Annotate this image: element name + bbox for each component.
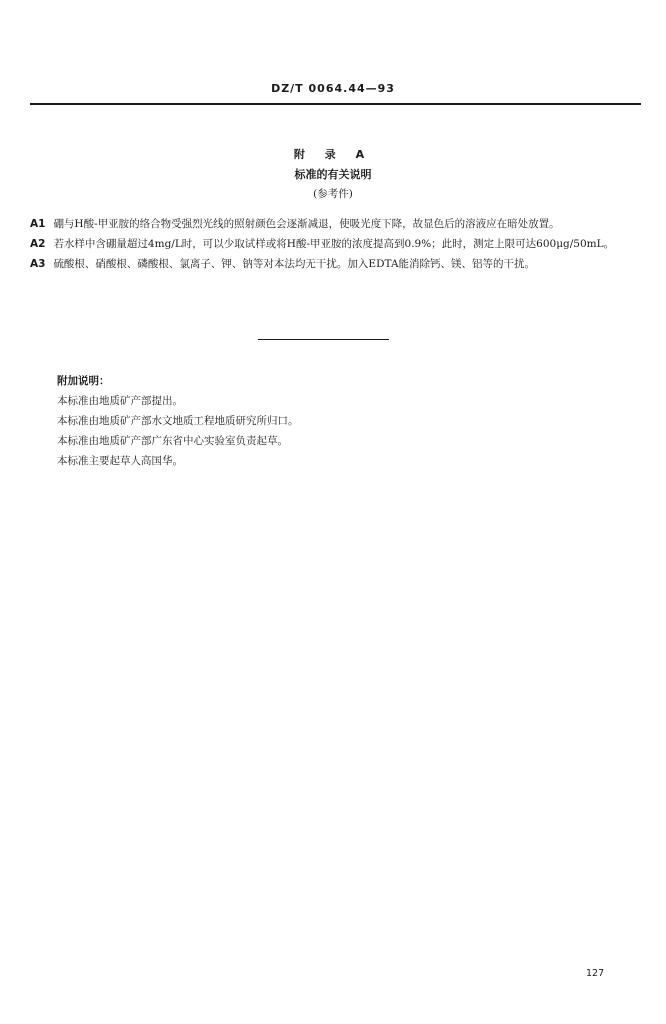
clause-text: 若水样中含硼量超过4mg/L时，可以少取试样或将H酸-甲亚胺的浓度提高到0.9%；此时，测定上限可达600μg/50mL。	[53, 238, 615, 250]
additional-notes	[57, 371, 617, 471]
clause-number: A1	[30, 218, 46, 230]
clause-text: 硼与H酸-甲亚胺的络合物受强烈光线的照射颜色会逐渐减退，使吸光度下降，故显色后的溶液应在暗处放置。	[53, 218, 560, 230]
appendix-title: 附 录 A	[293, 148, 373, 161]
page-number: 127	[586, 968, 605, 979]
additional-note-line: 本标准由地质矿产部提出。	[57, 395, 183, 407]
clause-a3	[30, 254, 616, 274]
clause-number: A3	[30, 258, 46, 270]
additional-note-line: 本标准主要起草人高国华。	[57, 455, 183, 467]
header-rule	[30, 103, 641, 105]
appendix-note: (参考件)	[313, 188, 353, 200]
appendix-subtitle: 标准的有关说明	[294, 168, 372, 181]
clause-a2	[30, 234, 616, 254]
section-divider	[258, 339, 389, 340]
clause-list	[30, 214, 616, 274]
clause-number: A2	[30, 238, 46, 250]
clause-a1	[30, 214, 616, 234]
additional-note-line: 本标准由地质矿产部广东省中心实验室负责起草。	[57, 435, 288, 447]
additional-note-line: 本标准由地质矿产部水文地质工程地质研究所归口。	[57, 415, 299, 427]
clause-text: 硫酸根、硝酸根、磷酸根、氯离子、钾、钠等对本法均无干扰。加入EDTA能消除钙、镁、铝等的干扰。	[53, 258, 536, 270]
standard-code: DZ/T 0064.44—93	[271, 82, 395, 95]
additional-notes-heading: 附加说明：	[57, 375, 110, 387]
